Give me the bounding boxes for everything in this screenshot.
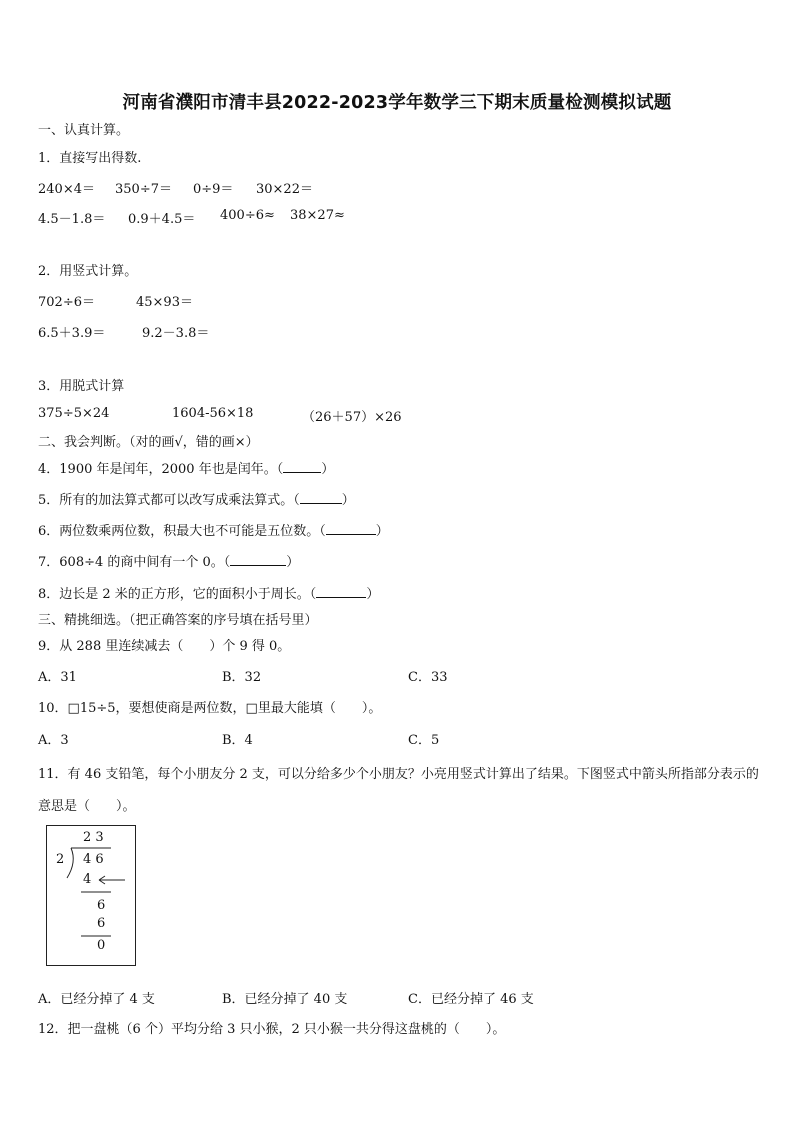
q2-item: 702÷6＝ bbox=[38, 295, 95, 310]
q3-item: 1604-56×18 bbox=[172, 406, 254, 421]
q1-item: 0÷9＝ bbox=[193, 182, 234, 197]
question-8-text: 8．边长是 2 米的正方形，它的面积小于周长。（ bbox=[38, 587, 317, 602]
paren-close: ） bbox=[366, 587, 380, 602]
section-heading-3: 三、精挑细选。（把正确答案的序号填在括号里） bbox=[38, 613, 318, 628]
page-title: 河南省濮阳市清丰县2022-2023学年数学三下期末质量检测模拟试题 bbox=[122, 93, 672, 113]
question-5-text: 5．所有的加法算式都可以改写成乘法算式。（ bbox=[38, 493, 300, 508]
answer-blank[interactable] bbox=[230, 553, 286, 566]
q1-item: 240×4＝ bbox=[38, 182, 95, 197]
section-heading-1: 一、认真计算。 bbox=[38, 123, 130, 138]
division-divisor: 2 bbox=[56, 852, 65, 867]
q1-item: 350÷7＝ bbox=[115, 182, 172, 197]
q1-item: 30×22＝ bbox=[256, 182, 313, 197]
question-3-label: 3．用脱式计算 bbox=[38, 379, 125, 394]
option-a[interactable]: A．3 bbox=[38, 733, 69, 748]
question-11-text: 11．有 46 支铅笔，每个小朋友分 2 支，可以分给多少个小朋友？小亮用竖式计算出了结果。下图竖式中箭头所指部分表示的意思是（ ）。 bbox=[38, 767, 759, 814]
question-7-text: 7．608÷4 的商中间有一个 0。（ bbox=[38, 555, 231, 570]
question-5 bbox=[38, 489, 355, 508]
q1-item: 400÷6≈ bbox=[220, 208, 275, 223]
question-9-text: 9．从 288 里连续减去（ ）个 9 得 0。 bbox=[38, 639, 291, 654]
question-6-text: 6．两位数乘两位数，积最大也不可能是五位数。（ bbox=[38, 524, 326, 539]
option-b[interactable]: B．32 bbox=[222, 670, 262, 685]
paren-close: ） bbox=[341, 493, 355, 508]
question-6 bbox=[38, 520, 389, 539]
division-final: 0 bbox=[97, 938, 106, 953]
q3-item: 375÷5×24 bbox=[38, 406, 110, 421]
question-4 bbox=[38, 458, 334, 477]
question-2-label: 2．用竖式计算。 bbox=[38, 264, 138, 279]
option-b[interactable]: B．4 bbox=[222, 733, 253, 748]
option-c[interactable]: C．已经分掉了 46 支 bbox=[408, 992, 534, 1007]
question-10-text: 10．□15÷5，要想使商是两位数，□里最大能填（ ）。 bbox=[38, 701, 382, 716]
option-c[interactable]: C．5 bbox=[408, 733, 440, 748]
q3-item: （26＋57）×26 bbox=[302, 410, 402, 425]
answer-blank[interactable] bbox=[300, 491, 342, 504]
division-bring-down: 6 bbox=[97, 898, 106, 913]
division-dividend: 4 6 bbox=[83, 852, 104, 867]
q2-item: 45×93＝ bbox=[136, 295, 193, 310]
answer-blank[interactable] bbox=[283, 460, 321, 473]
q1-item: 4.5－1.8＝ bbox=[38, 212, 106, 227]
q2-item: 9.2－3.8＝ bbox=[142, 326, 210, 341]
paren-close: ） bbox=[321, 462, 335, 477]
question-8 bbox=[38, 583, 379, 602]
question-1-label: 1．直接写出得数. bbox=[38, 151, 142, 166]
option-b[interactable]: B．已经分掉了 40 支 bbox=[222, 992, 348, 1007]
answer-blank[interactable] bbox=[326, 522, 376, 535]
q1-item: 38×27≈ bbox=[290, 208, 345, 223]
option-c[interactable]: C．33 bbox=[408, 670, 448, 685]
question-7 bbox=[38, 551, 299, 570]
division-step1: 4 bbox=[83, 872, 92, 887]
long-division-figure bbox=[46, 825, 136, 966]
option-a[interactable]: A．31 bbox=[38, 670, 77, 685]
section-heading-2: 二、我会判断。（对的画√，错的画×） bbox=[38, 435, 259, 450]
answer-blank[interactable] bbox=[316, 585, 366, 598]
paren-close: ） bbox=[375, 524, 389, 539]
q1-item: 0.9＋4.5＝ bbox=[128, 212, 196, 227]
paren-close: ） bbox=[286, 555, 300, 570]
option-a[interactable]: A．已经分掉了 4 支 bbox=[38, 992, 155, 1007]
question-12-text: 12．把一盘桃（6 个）平均分给 3 只小猴，2 只小猴一共分得这盘桃的（ ）。 bbox=[38, 1022, 506, 1037]
division-step2: 6 bbox=[97, 916, 106, 931]
question-4-text: 4．1900 年是闰年，2000 年也是闰年。（ bbox=[38, 462, 284, 477]
division-quotient: 2 3 bbox=[83, 830, 104, 845]
q2-item: 6.5＋3.9＝ bbox=[38, 326, 106, 341]
division-lines bbox=[47, 826, 137, 967]
